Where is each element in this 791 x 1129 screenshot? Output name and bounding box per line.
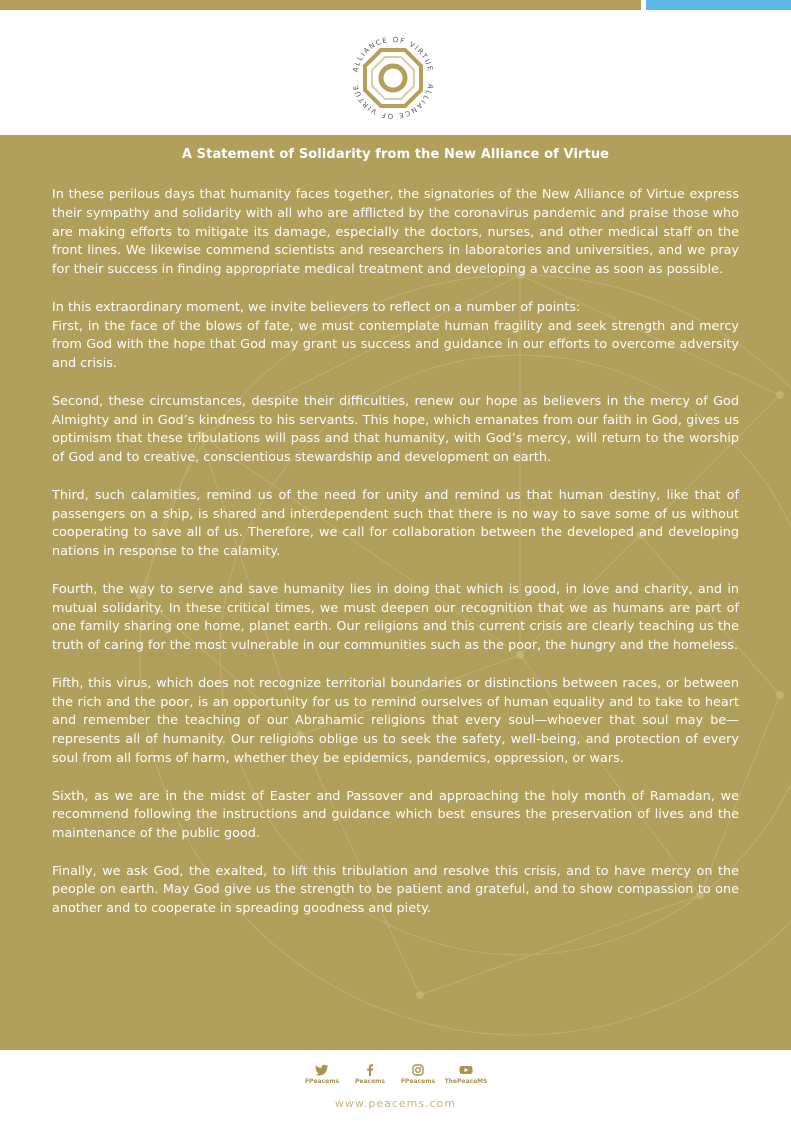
social-twitter[interactable] — [297, 1064, 347, 1085]
paragraph-fifth: Fifth, this virus, which does not recognize territorial boundaries or distinctions between races, or between the rich and the poor, is an opportunity for us to remind ourselves of human equality and to take to heart and remember the teaching of our Abrahamic religions that every soul—whoever that soul may be—represents all of humanity. Our religions oblige us to seek the safety, well-being, and protection of every soul from all forms of harm, whether they be epidemics, pandemics, oppression, or wars. — [52, 675, 739, 766]
social-label: FPeacems — [400, 1078, 436, 1085]
top-bar-blue — [646, 0, 791, 10]
paragraph-group-first — [52, 299, 739, 374]
paragraph-sixth: Sixth, as we are in the midst of Easter and Passover and approaching the holy month of Ramadan, we recommend following the instructions and guidance which best ensures the preservation of lives and the maintenance of the public good. — [52, 788, 739, 842]
paragraph-second: Second, these circumstances, despite their difficulties, renew our hope as believers in the mercy of God Almighty and in God’s kindness to his servants. This hope, which emanates from our faith in God, gives us optimism that these tribulations will pass and that humanity, with God’s mercy, will return to the worship of God and to creative, conscientious stewardship and development on earth. — [52, 393, 739, 466]
social-label: FPeacems — [304, 1078, 340, 1085]
paragraph-finally: Finally, we ask God, the exalted, to lift this tribulation and resolve this crisis, and to have mercy on the people on earth. May God give us the strength to be patient and grateful, and to show compassion to one another and to cooperate in spreading goodness and piety. — [52, 863, 739, 917]
footer — [0, 1050, 791, 1129]
twitter-icon — [315, 1064, 329, 1076]
instagram-icon — [412, 1064, 424, 1076]
social-facebook[interactable] — [345, 1064, 395, 1085]
statement-title: A Statement of Solidarity from the New Alliance of Virtue — [181, 147, 610, 162]
paragraph-invitation: In this extraordinary moment, we invite believers to reflect on a number of points: — [52, 299, 581, 315]
facebook-icon — [366, 1064, 374, 1076]
statement-panel — [0, 135, 791, 1050]
paragraph-third: Third, such calamities, remind us of the need for unity and remind us that human destiny, like that of passengers on a ship, is shared and interdependent such that there is no way to save some of us without cooperating to save all of us. Therefore, we call for collaboration between the developed and developing nations in response to the calamity. — [52, 487, 739, 560]
social-instagram[interactable] — [393, 1064, 443, 1085]
top-bar-gold — [0, 0, 641, 10]
youtube-icon — [459, 1064, 473, 1076]
paragraph-intro: In these perilous days that humanity faces together, the signatories of the New Alliance of Virtue express their sympathy and solidarity with all who are afflicted by the coronavirus pandemic and praise those who are making efforts to mitigate its damage, especially the doctors, nurses, and other medical staff on the front lines. We likewise commend scientists and researchers in laboratories and universities, and we pray for their success in finding appropriate medical treatment and developing a vaccine as soon as possible. — [52, 187, 739, 278]
svg-text:ALLIANCE OF VIRTUE: ALLIANCE OF VIRTUE — [351, 35, 435, 74]
svg-text:ALLIANCE OF VIRTUE: ALLIANCE OF VIRTUE — [351, 82, 435, 121]
paragraph-fourth: Fourth, the way to serve and save humanity lies in doing that which is good, in love and charity, and in mutual solidarity. In these critical times, we must deepen our recognition that we as humans are part of one family sharing one home, planet earth. Our religions and this current crisis are clearly teaching us the truth of caring for the most vulnerable in our communities such as the poor, the hungry and the homeless. — [52, 581, 739, 654]
statement-body — [52, 186, 739, 938]
social-youtube[interactable] — [441, 1064, 491, 1085]
social-label: ThePeaceMS — [444, 1078, 488, 1085]
alliance-of-virtue-logo — [343, 28, 443, 128]
social-label: Peacems — [355, 1078, 385, 1085]
website-link[interactable]: www.peacems.com — [334, 1097, 457, 1110]
paragraph-first: First, in the face of the blows of fate, we must contemplate human fragility and seek strength and mercy from God with the hope that God may grant us success and guidance in our efforts to overcome adversity and crisis. — [52, 318, 739, 372]
